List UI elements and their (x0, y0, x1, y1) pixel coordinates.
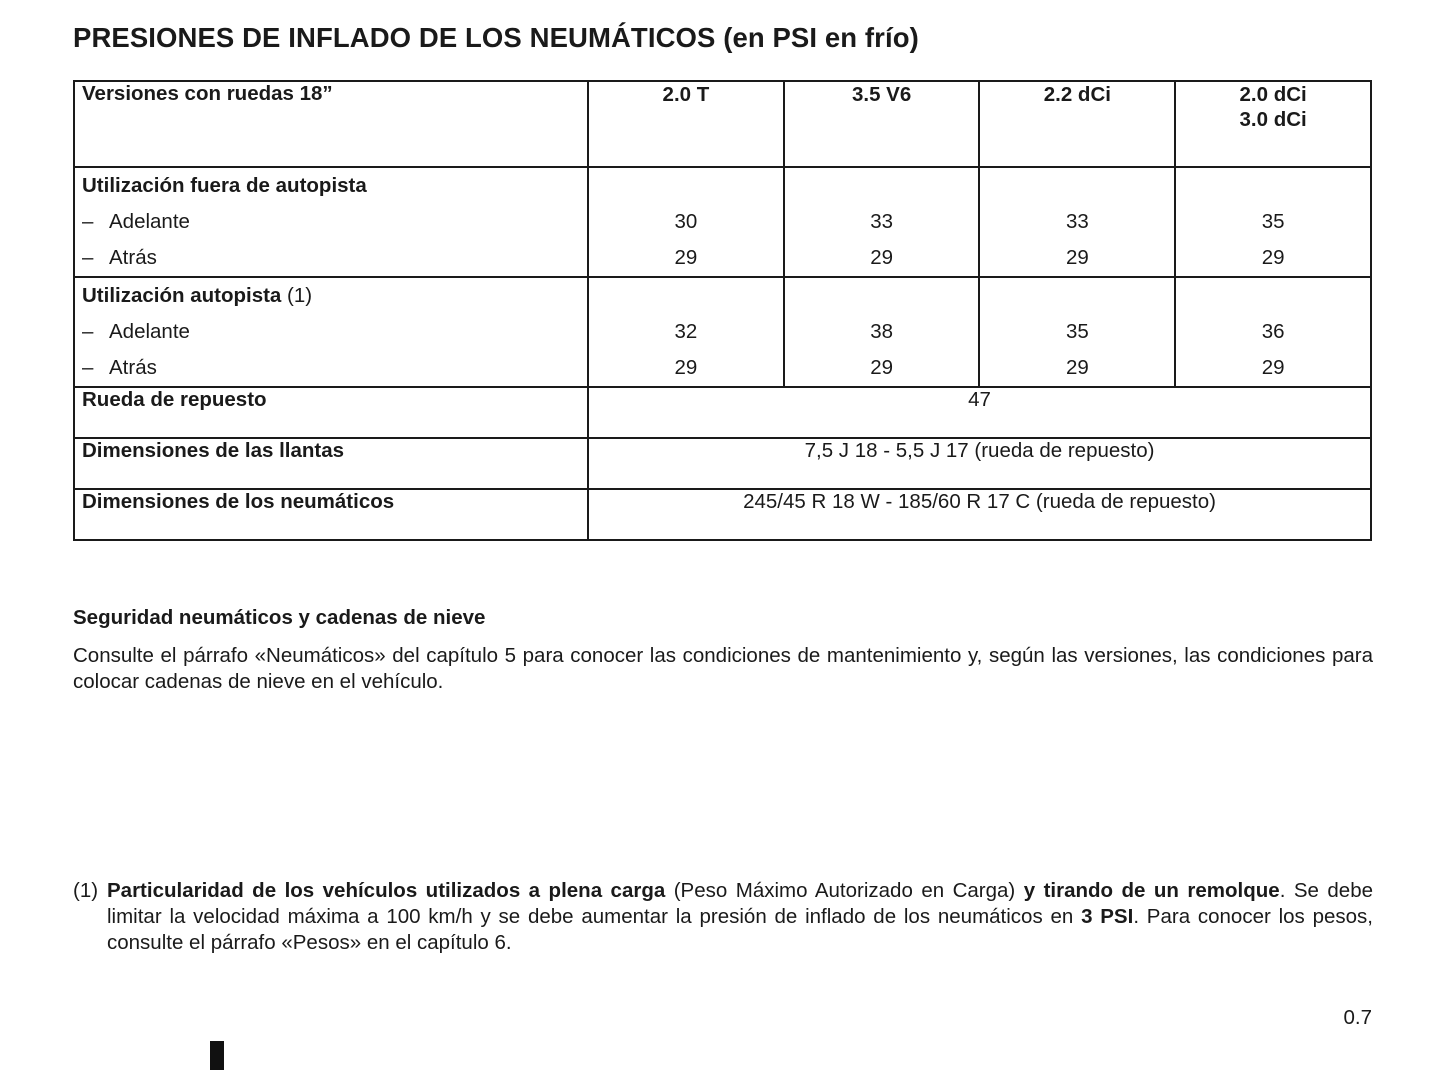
row-label: Dimensiones de los neumáticos (74, 489, 588, 540)
version-name: 2.0 T (662, 83, 710, 106)
front-value: 33 (870, 210, 894, 233)
front-value: 33 (1065, 210, 1089, 233)
group-labels (74, 277, 588, 387)
table-header-row (74, 81, 1371, 167)
version-header-3-5-v6 (784, 81, 980, 167)
rear-value: 29 (1261, 356, 1285, 379)
rear-value: 29 (1065, 246, 1089, 269)
rim-dimensions-value: 7,5 J 18 - 5,5 J 17 (rueda de repuesto) (588, 438, 1371, 489)
group-labels (74, 167, 588, 277)
group-row-off-highway (74, 167, 1371, 277)
rear-value: 29 (1261, 246, 1285, 269)
value-cell (979, 277, 1175, 387)
value-cell (1175, 277, 1371, 387)
version-header-2-0-t (588, 81, 784, 167)
front-value: 30 (674, 210, 698, 233)
row-label: Rueda de repuesto (74, 387, 588, 438)
footnote (73, 878, 1373, 956)
rear-value: 29 (870, 356, 894, 379)
rear-value: 29 (1065, 356, 1089, 379)
rear-value: 29 (674, 246, 698, 269)
page-number: 0.7 (1343, 1006, 1372, 1029)
footnote-marker: (1) (73, 879, 99, 902)
footnote-text: Particularidad de los vehículos utilizados a plena carga (Peso Máximo Autorizado en Carga) y tirando de un remolque. Se debe limitar la velocidad máxima a 100 km/h y se debe aumentar la presión de inflado de los neumáticos en 3 PSI. Para conocer los pesos, consulte el párrafo «Pesos» en el capítulo 6. (107, 879, 1374, 954)
spare-wheel-row (74, 387, 1371, 438)
version-name-second: 3.0 dCi (1239, 108, 1307, 131)
tire-pressure-table (73, 80, 1372, 541)
rear-row-label: – Atrás (75, 350, 587, 386)
value-cell (588, 167, 784, 277)
dash-bullet: – (82, 246, 94, 269)
front-value: 35 (1261, 210, 1285, 233)
front-value: 35 (1065, 320, 1089, 343)
value-cell (1175, 167, 1371, 277)
header-label: Versiones con ruedas 18” (74, 81, 588, 167)
rim-dimensions-row (74, 438, 1371, 489)
dash-bullet: – (82, 210, 94, 233)
page-edge-marker (210, 1041, 224, 1070)
front-row-label: – Adelante (75, 314, 587, 350)
tyre-dimensions-row (74, 489, 1371, 540)
dash-bullet: – (82, 320, 94, 343)
front-value: 36 (1261, 320, 1285, 343)
value-cell (784, 167, 980, 277)
group-heading: Utilización autopista (1) (82, 284, 313, 307)
value-cell (784, 277, 980, 387)
row-label: Dimensiones de las llantas (74, 438, 588, 489)
front-value: 32 (674, 320, 698, 343)
value-cell (979, 167, 1175, 277)
dash-bullet: – (82, 356, 94, 379)
tyre-dimensions-value: 245/45 R 18 W - 185/60 R 17 C (rueda de repuesto) (588, 489, 1371, 540)
section-heading: Seguridad neumáticos y cadenas de nieve (73, 606, 486, 629)
safety-paragraph: Consulte el párrafo «Neumáticos» del capítulo 5 para conocer las condiciones de mantenimiento y, según las versiones, las condiciones para colocar cadenas de nieve en el vehículo. (73, 644, 1373, 693)
rear-value: 29 (674, 356, 698, 379)
version-header-2-0-3-0-dci (1175, 81, 1371, 167)
rear-value: 29 (870, 246, 894, 269)
version-name: 2.2 dCi (1043, 83, 1111, 106)
spare-pressure-value: 47 (588, 387, 1371, 438)
group-heading: Utilización fuera de autopista (82, 174, 367, 197)
version-name: 2.0 dCi (1239, 83, 1307, 106)
value-cell (588, 277, 784, 387)
group-row-highway (74, 277, 1371, 387)
version-name: 3.5 V6 (851, 83, 912, 106)
front-row-label: – Adelante (75, 204, 587, 240)
version-header-2-2-dci (979, 81, 1175, 167)
page-title: PRESIONES DE INFLADO DE LOS NEUMÁTICOS (en PSI en frío) (73, 22, 919, 53)
rear-row-label: – Atrás (75, 240, 587, 276)
front-value: 38 (870, 320, 894, 343)
